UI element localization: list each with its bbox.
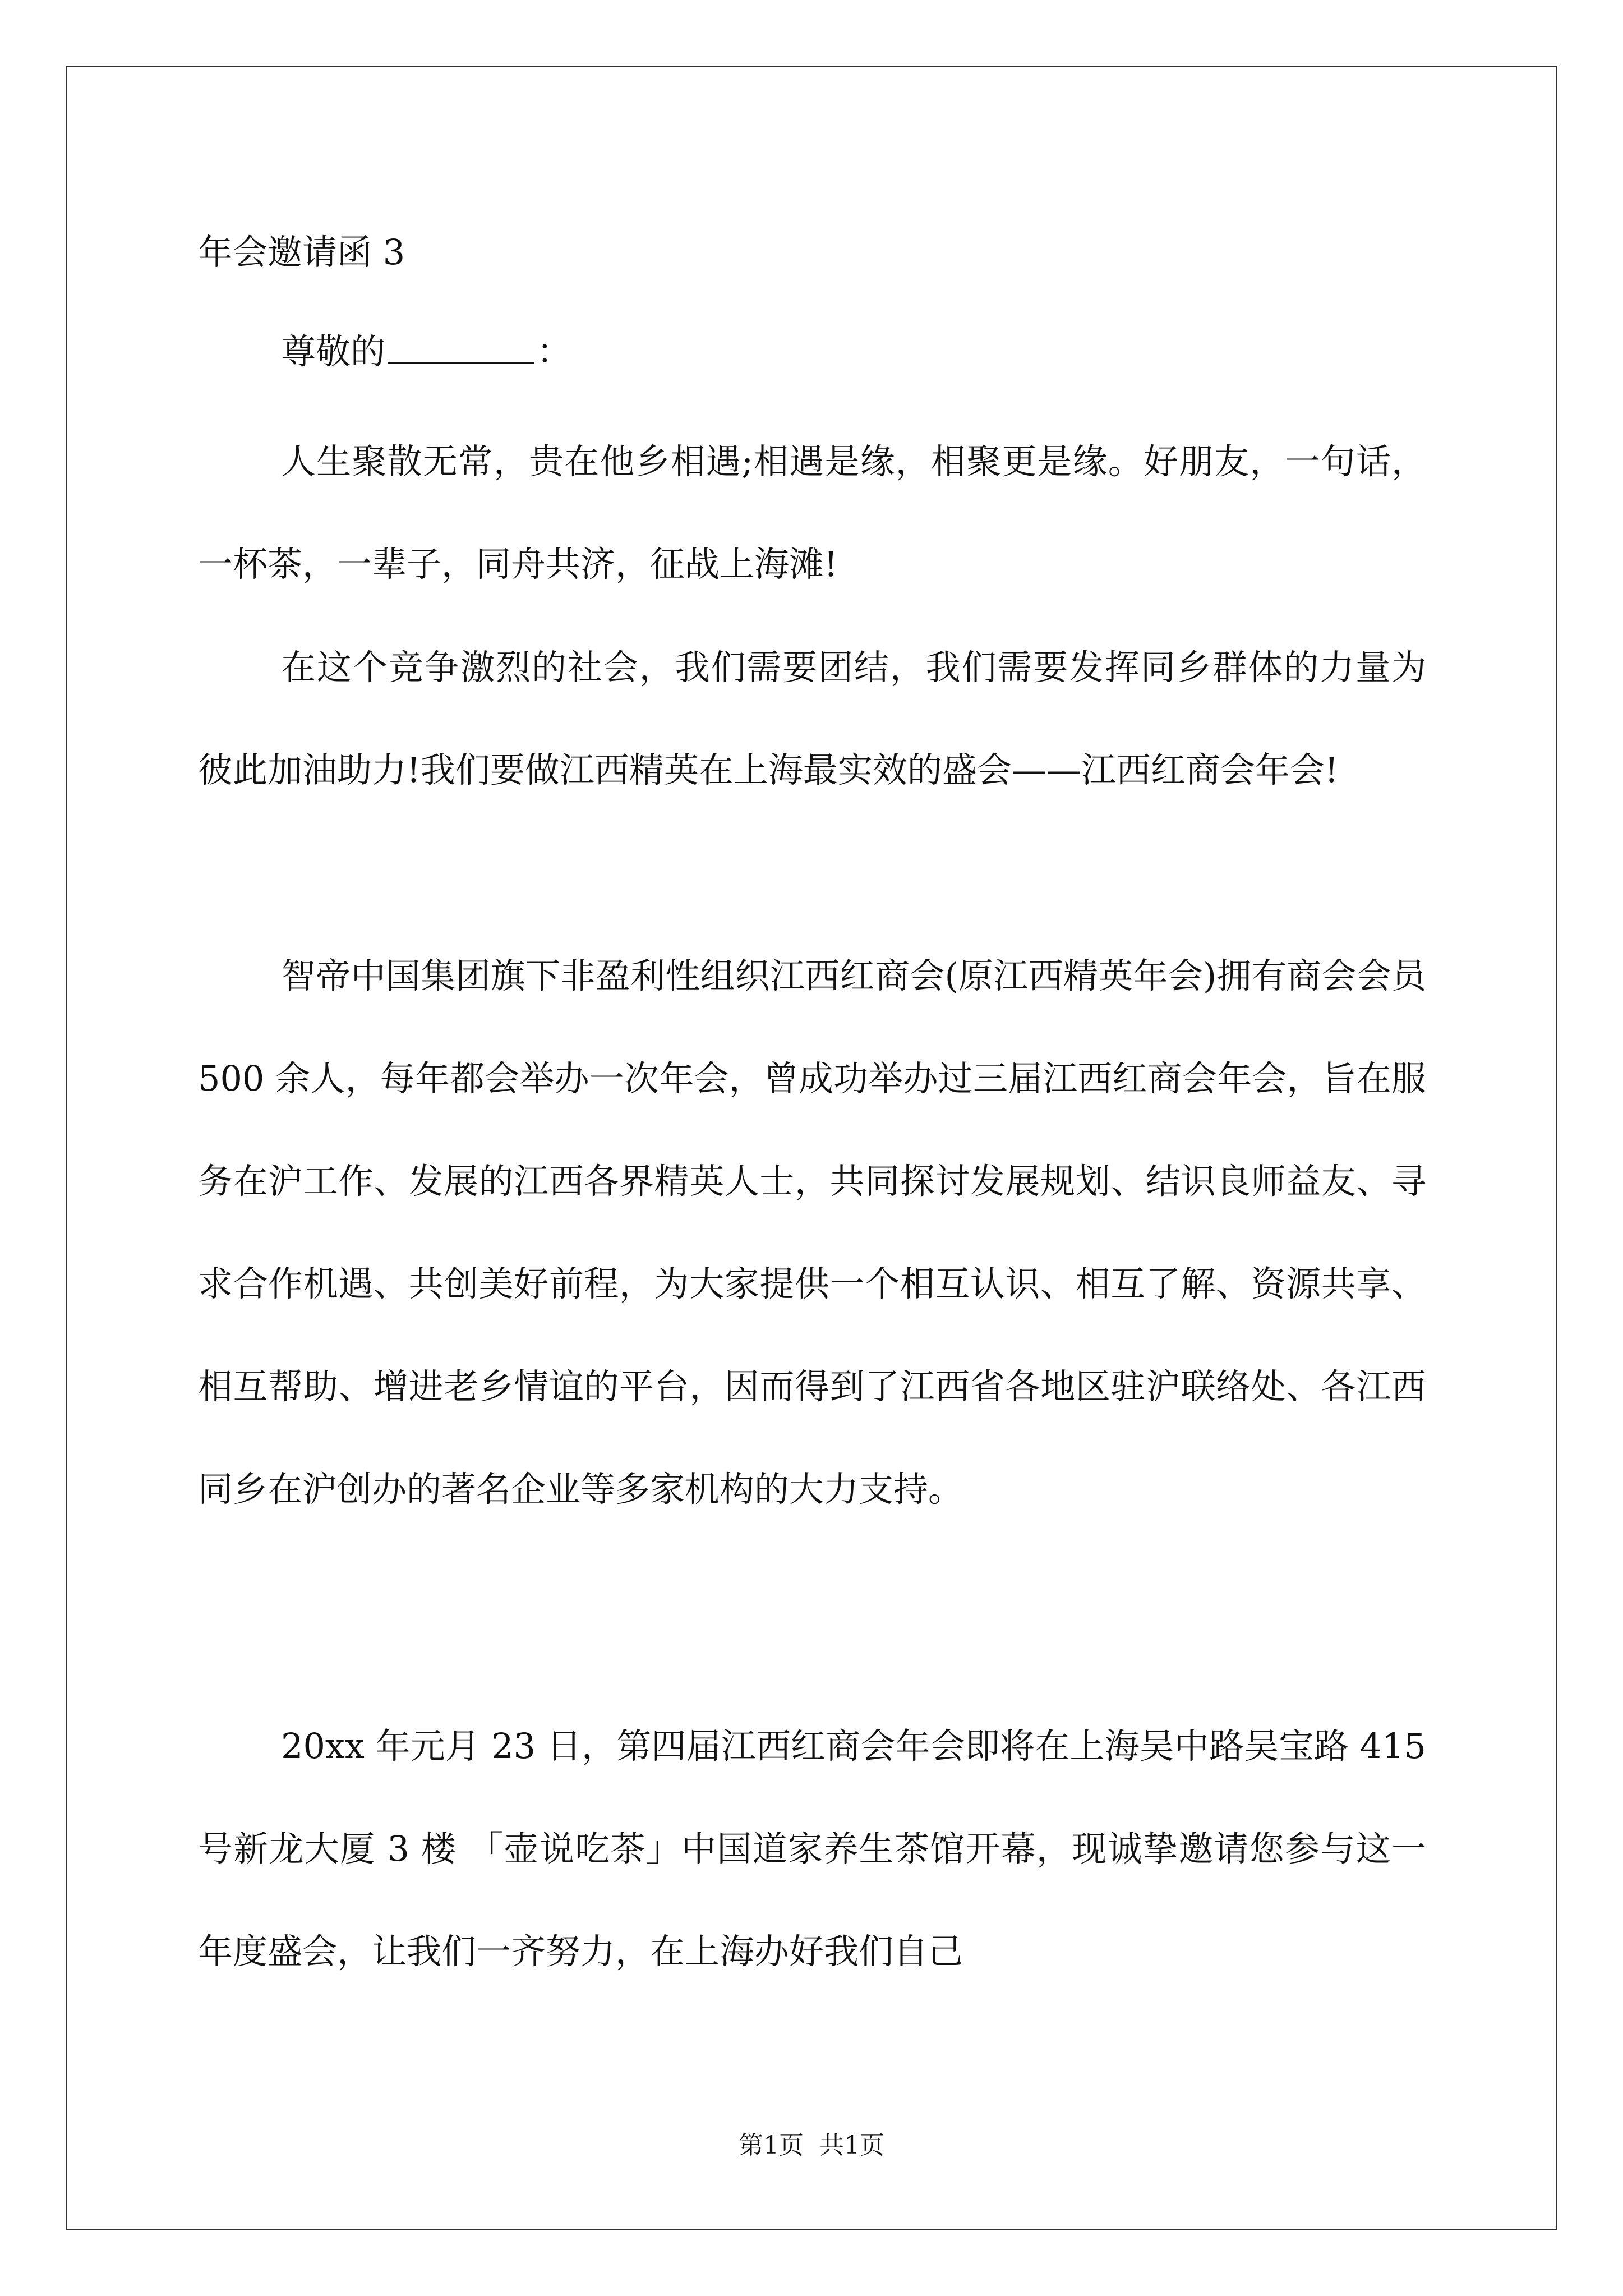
paragraph-3: 智帝中国集团旗下非盈利性组织江西红商会(原江西精英年会)拥有商会会员 500 余人，每年都会举办一次年会，曾成功举办过三届江西红商会年会，旨在服务在沪工作、发展的江西各界精英人士，共同探讨发展规划、结识良师益友、寻求合作机遇、共创美好前程，为大家提供一个相互认识、相互了解、资源共享、相互帮助、增进老乡情谊的平台，因而得到了江西省各地区驻沪联络处、各江西同乡在沪创办的著名企业等多家机构的大力支持。 [198, 955, 1426, 1510]
salutation [281, 324, 571, 380]
page-footer: 第1页 共1页 [739, 2131, 884, 2160]
paragraph-4: 20xx 年元月 23 日，第四届江西红商会年会即将在上海吴中路吴宝路 415 号新龙大厦 3 楼 「壶说吃茶」中国道家养生茶馆开幕，现诚挚邀请您参与这一年度盛会，让我们一齐努力，在上海办好我们自己 [198, 1726, 1426, 1972]
recipient-blank-line [388, 327, 534, 364]
salutation-suffix: ： [537, 331, 572, 372]
paragraph-2: 在这个竞争激烈的社会，我们需要团结，我们需要发挥同乡群体的力量为彼此加油助力!我们要做江西精英在上海最实效的盛会——江西红商会年会! [198, 647, 1426, 790]
paragraph-1: 人生聚散无常，贵在他乡相遇;相遇是缘，相聚更是缘。好朋友，一句话，一杯茶，一辈子，同舟共济，征战上海滩! [198, 441, 1426, 585]
salutation-prefix: 尊敬的 [281, 331, 386, 372]
document-title: 年会邀请函 3 [198, 232, 405, 273]
